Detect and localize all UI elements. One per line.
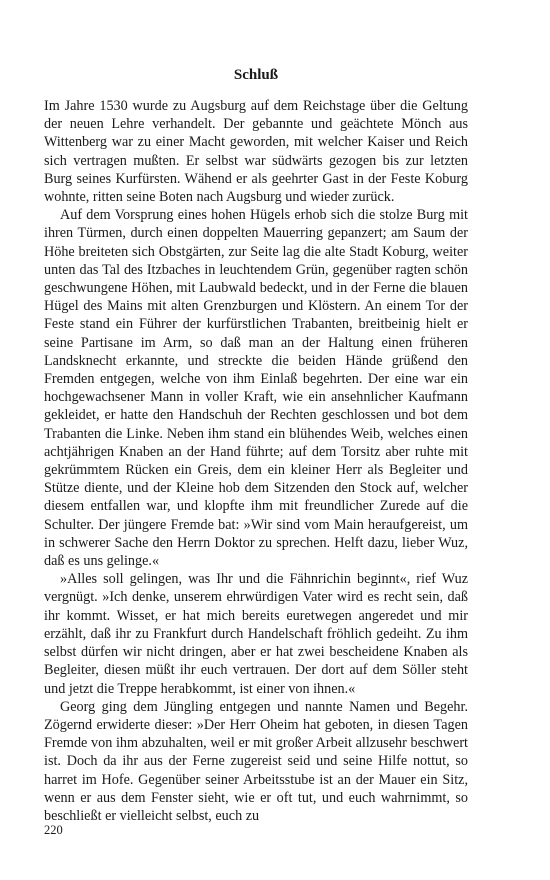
paragraph-3: »Alles soll gelingen, was Ihr und die Fähnrichin beginnt«, rief Wuz vergnügt. »Ich denke, unserem ehrwürdigen Vater wird es recht sein, daß ihr kommt. Wisset, er hat mich bereits euretwegen angeredet und mir erzählt, daß ihr zu Frankfurt durch Handelschaft fröhlich gedeiht. Zu ihm selbst dürfen wir nicht dringen, aber er hat zwei bescheidene Knaben als Begleiter, diesen müßt ihr euch vertrauen. Der dort auf dem Söller steht und jetzt die Treppe herabkommt, ist einer von ihnen.« [44,571,468,697]
page-number: 220 [44,823,63,837]
page-body [44,66,468,825]
paragraph-2: Auf dem Vorsprung eines hohen Hügels erhob sich die stolze Burg mit ihren Türmen, durch einen doppelten Mauerring gepanzert; am Saum der Höhe breiteten sich Obstgärten, zur Seite lag die alte Stadt Koburg, weiter unten das Tal des Itzbaches in leuchtendem Grün, gegenüber ragten schön geschwungene Höhen, mit Laubwald bedeckt, und in der Ferne die blauen Hügel des Mains mit alten Grenzburgen und Klöstern. An einem Tor der Feste stand ein Führer der kurfürstlichen Trabanten, breitbeinig hielt er seine Partisane im Arm, so daß man an der Haltung einen früheren Landsknecht erkannte, und streckte die beiden Hände grüßend den Fremden entgegen, welche von ihm Einlaß begehrten. Der eine war ein hochgewachsener Mann in voller Kraft, wie ein ansehnlicher Kaufmann gekleidet, er hatte den Handschuh der Rechten geschlossen und bot dem Trabanten die Linke. Neben ihm stand ein blühendes Weib, welches einen achtjährigen Knaben an der Hand führte; auf dem Torsitz aber ruhte mit gekrümmtem Rücken ein Greis, dem ein kleiner Herr als Begleiter und Stütze diente, und der Kleine hob dem Sitzenden den Stock auf, welcher diesem entfallen war, und klopfte ihm mit freundlicher Zurede auf die Schulter. Der jüngere Fremde bat: »Wir sind vom Main heraufgereist, um in schwerer Sache den Herrn Doktor zu sprechen. Helft dazu, lieber Wuz, daß es uns gelinge.« [44,207,468,570]
paragraph-4: Georg ging dem Jüngling entgegen und nannte Namen und Begehr. Zögernd erwiderte dieser: »Der Herr Oheim hat geboten, in diesen Tagen Fremde von ihm abzuhalten, weil er mit großer Arbeit allzusehr beschwert ist. Doch da ihr aus der Ferne zugereist seid und seine Hilfe nottut, so harret im Hofe. Gegenüber seiner Arbeitsstube ist an der Mauer ein Sitz, wenn er aus dem Fenster sieht, wie er oft tut, und euch wahrnimmt, so beschließt er vielleicht selbst, euch zu [44,698,468,824]
chapter-title: Schluß [233,67,279,83]
paragraph-1: Im Jahre 1530 wurde zu Augsburg auf dem Reichstage über die Geltung der neuen Lehre verhandelt. Der gebannte und geächtete Mönch aus Wittenberg war zu einer Macht geworden, mit welcher Kaiser und Reich sich vertragen mußten. Er selbst war südwärts gezogen bis zur letzten Burg seines Kurfürsten. Wähend er als geehrter Gast in der Feste Koburg wohnte, ritten seine Boten nach Augsburg und wieder zurück. [44,98,468,206]
